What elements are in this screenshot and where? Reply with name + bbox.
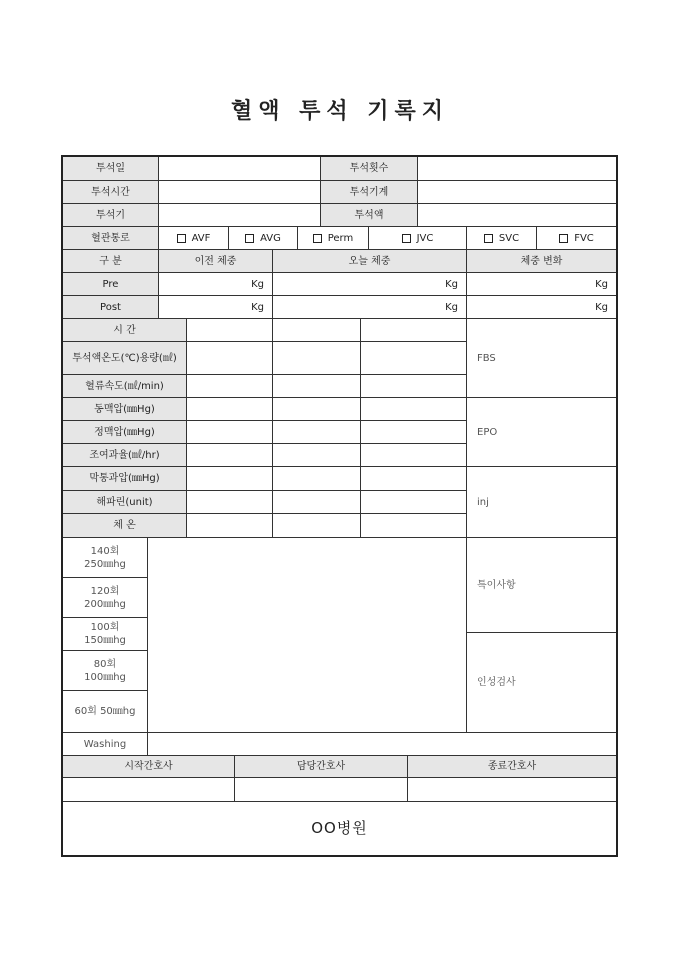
charge-nurse-label: 담당간호사	[235, 756, 408, 778]
washing-field[interactable]	[148, 733, 616, 756]
vitals-input-cell[interactable]	[273, 421, 361, 444]
vitals-input-cell[interactable]	[273, 319, 361, 342]
graph-label-60: 60회 50㎜hg	[63, 691, 148, 733]
inj-cell[interactable]	[467, 467, 616, 538]
pre-weight-change-field[interactable]	[467, 273, 616, 296]
vitals-input-cell[interactable]	[187, 375, 273, 398]
graph-label-120: 120회 200㎜hg	[63, 578, 148, 618]
vitals-input-cell[interactable]	[361, 467, 467, 491]
blood-flow-rate-label: 혈류속도(㎖/min)	[63, 375, 187, 398]
kg-unit: Kg	[595, 278, 608, 290]
post-label: Post	[63, 296, 159, 319]
graph-area[interactable]	[148, 538, 467, 733]
arterial-pressure-label: 동맥압(㎜Hg)	[63, 398, 187, 421]
pre-label: Pre	[63, 273, 159, 296]
end-nurse-label: 종료간호사	[408, 756, 616, 778]
vitals-input-cell[interactable]	[273, 375, 361, 398]
vitals-input-cell[interactable]	[273, 444, 361, 467]
inj-label: inj	[477, 496, 489, 508]
vitals-input-cell[interactable]	[187, 444, 273, 467]
checkbox-icon	[245, 234, 254, 243]
dialysis-count-field[interactable]	[418, 157, 616, 181]
checkbox-icon	[177, 234, 186, 243]
vitals-input-cell[interactable]	[361, 398, 467, 421]
access-option-svc[interactable]: SVC	[467, 227, 537, 250]
dialysis-machine-label: 투석기계	[321, 181, 418, 204]
access-option-avg[interactable]: AVG	[229, 227, 298, 250]
personality-test-label: 인성검사	[477, 677, 516, 688]
vitals-input-cell[interactable]	[361, 375, 467, 398]
special-notes-label: 특이사항	[477, 579, 516, 591]
heparin-label: 해파린(unit)	[63, 491, 187, 514]
fbs-cell[interactable]	[467, 319, 616, 398]
kg-unit: Kg	[445, 278, 458, 290]
vitals-input-cell[interactable]	[361, 421, 467, 444]
vitals-input-cell[interactable]	[187, 398, 273, 421]
today-weight-header: 오늘 체중	[273, 250, 467, 273]
post-today-weight-field[interactable]	[273, 296, 467, 319]
dialysis-machine-field[interactable]	[418, 181, 616, 204]
vitals-input-cell[interactable]	[361, 444, 467, 467]
graph-label-80: 80회 100㎜hg	[63, 651, 148, 691]
dialysis-record-form	[61, 155, 618, 857]
vitals-input-cell[interactable]	[187, 514, 273, 538]
vitals-input-cell[interactable]	[273, 342, 361, 375]
tmp-label: 막통과압(㎜Hg)	[63, 467, 187, 491]
graph-label-100: 100회 150㎜hg	[63, 618, 148, 651]
vitals-input-cell[interactable]	[273, 491, 361, 514]
venous-pressure-label: 정맥압(㎜Hg)	[63, 421, 187, 444]
page-title: 혈액 투석 기록지	[230, 99, 450, 124]
vitals-input-cell[interactable]	[361, 342, 467, 375]
checkbox-icon	[484, 234, 493, 243]
vitals-input-cell[interactable]	[273, 514, 361, 538]
access-option-perm[interactable]: Perm	[298, 227, 369, 250]
kg-unit: Kg	[595, 301, 608, 313]
pre-today-weight-field[interactable]	[273, 273, 467, 296]
vitals-input-cell[interactable]	[361, 514, 467, 538]
post-weight-change-field[interactable]	[467, 296, 616, 319]
checkbox-icon	[402, 234, 411, 243]
access-option-avf[interactable]: AVF	[159, 227, 229, 250]
dialysis-date-label: 투석일	[63, 157, 159, 181]
vitals-input-cell[interactable]	[187, 491, 273, 514]
fbs-label: FBS	[477, 352, 496, 364]
checkbox-icon	[559, 234, 568, 243]
time-label: 시 간	[63, 319, 187, 342]
kg-unit: Kg	[445, 301, 458, 313]
access-option-fvc[interactable]: FVC	[537, 227, 616, 250]
pre-previous-weight-field[interactable]	[159, 273, 273, 296]
kg-unit: Kg	[251, 301, 264, 313]
dialysis-count-label: 투석횟수	[321, 157, 418, 181]
vitals-input-cell[interactable]	[187, 467, 273, 491]
previous-weight-header: 이전 체중	[159, 250, 273, 273]
kg-unit: Kg	[251, 278, 264, 290]
start-nurse-field[interactable]	[63, 778, 235, 802]
dialysis-time-field[interactable]	[159, 181, 321, 204]
vascular-access-label: 혈관통로	[63, 227, 159, 250]
vitals-input-cell[interactable]	[361, 319, 467, 342]
start-nurse-label: 시작간호사	[63, 756, 235, 778]
vitals-input-cell[interactable]	[361, 491, 467, 514]
dialysis-time-label: 투석시간	[63, 181, 159, 204]
weight-change-header: 체중 변화	[467, 250, 616, 273]
hospital-name: OO병원	[311, 818, 368, 837]
checkbox-icon	[313, 234, 322, 243]
dialysate-field[interactable]	[418, 204, 616, 227]
special-notes-cell[interactable]	[467, 538, 616, 633]
dialyzer-label: 투석기	[63, 204, 159, 227]
epo-label: EPO	[477, 426, 498, 438]
dialysate-label: 투석액	[321, 204, 418, 227]
end-nurse-field[interactable]	[408, 778, 616, 802]
dialysate-temp-volume-label: 투석액온도(℃)용량(㎖)	[63, 342, 187, 375]
vitals-input-cell[interactable]	[273, 467, 361, 491]
body-temperature-label: 체 온	[63, 514, 187, 538]
ultrafiltration-rate-label: 조여과율(㎖/hr)	[63, 444, 187, 467]
dialyzer-field[interactable]	[159, 204, 321, 227]
vitals-input-cell[interactable]	[187, 421, 273, 444]
charge-nurse-field[interactable]	[235, 778, 408, 802]
dialysis-date-field[interactable]	[159, 157, 321, 181]
vitals-input-cell[interactable]	[187, 342, 273, 375]
washing-label: Washing	[63, 733, 148, 756]
category-header: 구 분	[63, 250, 159, 273]
personality-test-cell[interactable]	[467, 633, 616, 733]
post-previous-weight-field[interactable]	[159, 296, 273, 319]
access-option-jvc[interactable]: JVC	[369, 227, 467, 250]
graph-label-140: 140회 250㎜hg	[63, 538, 148, 578]
vitals-input-cell[interactable]	[187, 319, 273, 342]
vitals-input-cell[interactable]	[273, 398, 361, 421]
epo-cell[interactable]	[467, 398, 616, 467]
